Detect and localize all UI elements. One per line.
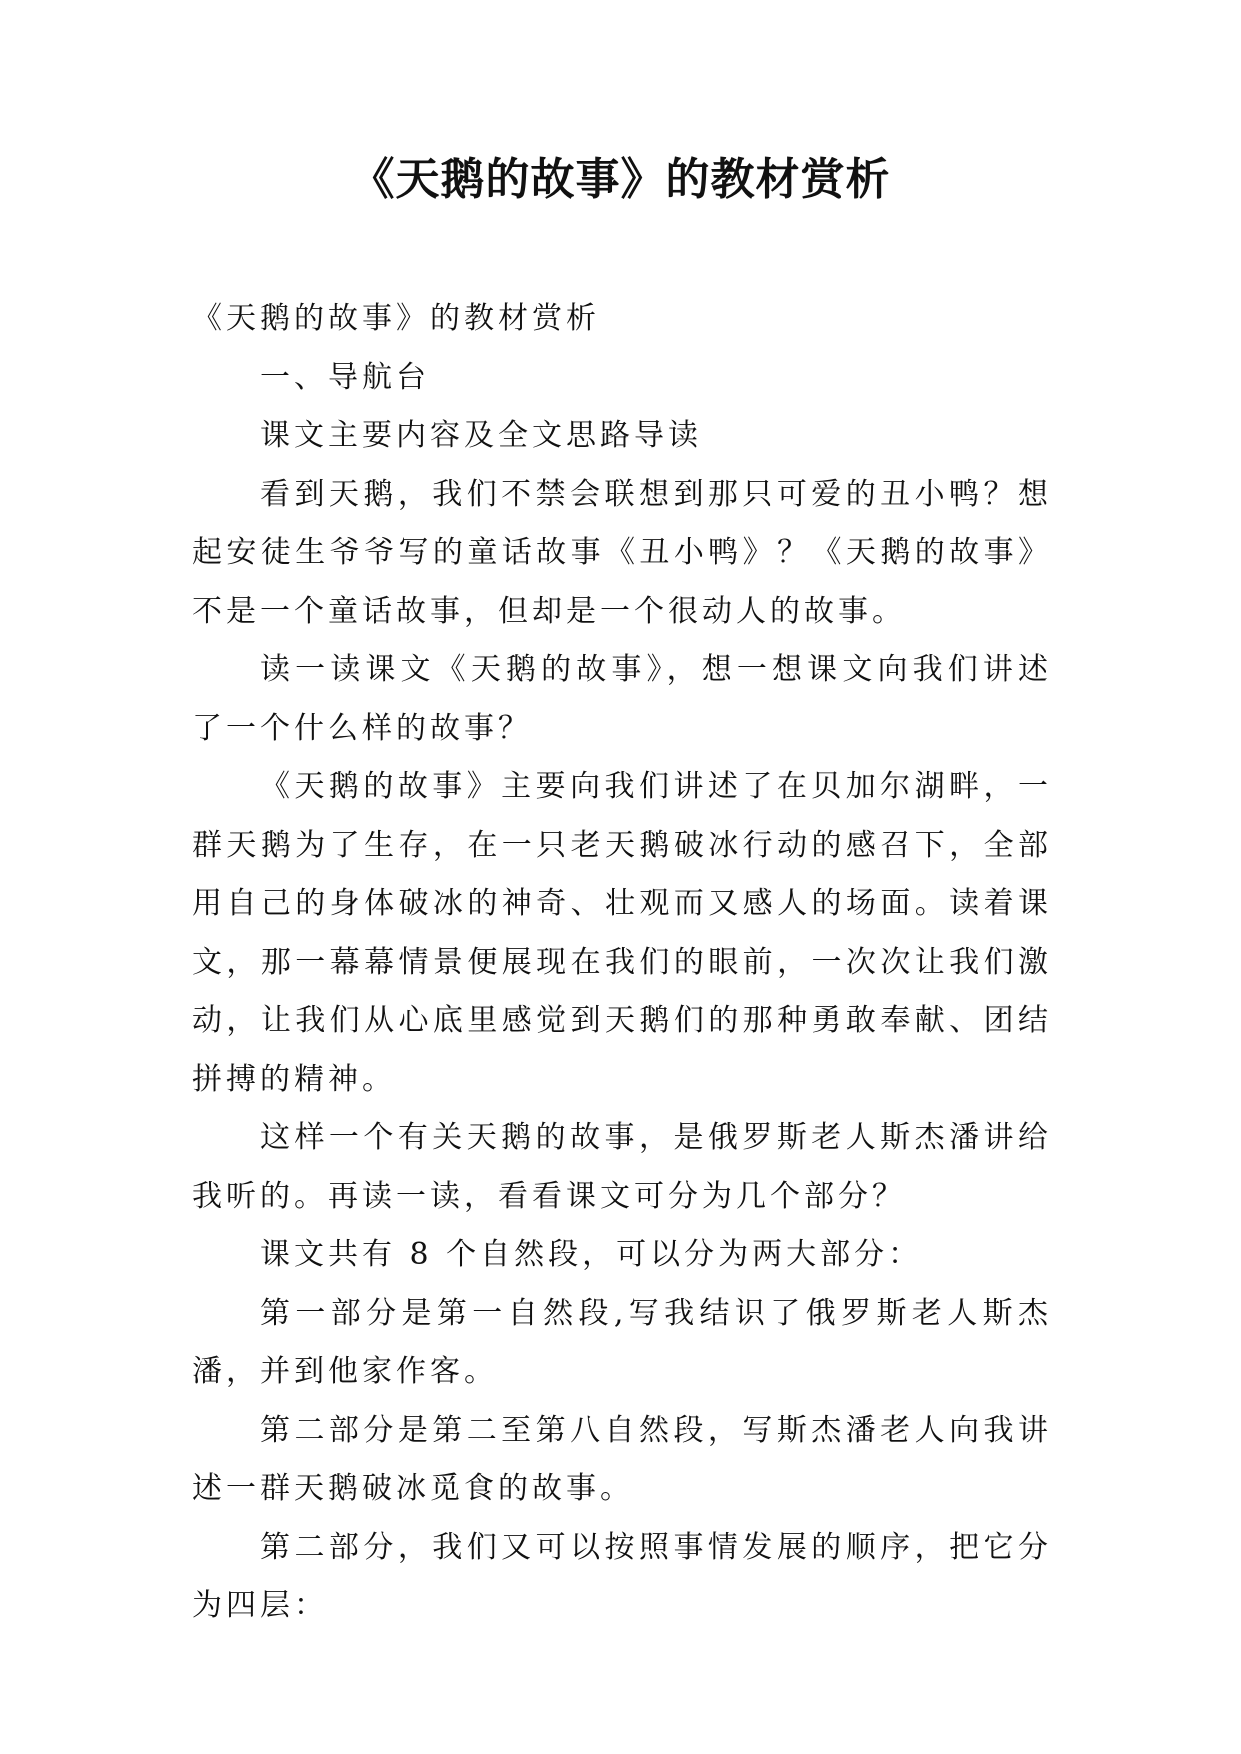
paragraph: 课文共有 8 个自然段，可以分为两大部分： [260,1237,923,1272]
paragraph: 《天鹅的故事》主要向我们讲述了在贝加尔湖畔，一群天鹅为了生存，在一只老天鹅破冰行动的感召下，全部用自己的身体破冰的神奇、壮观而又感人的场面。读着课文，那一幕幕情景便展现在我们的眼前，一次次让我们激动，让我们从心底里感觉到天鹅们的那种勇敢奉献、团结拼搏的精神。 [192,769,1052,1097]
paragraph: 这样一个有关天鹅的故事，是俄罗斯老人斯杰潘讲给我听的。再读一读，看看课文可分为几个部分？ [192,1120,1052,1214]
document-body [192,290,1052,1636]
paragraph-subtitle: 《天鹅的故事》的教材赏析 [192,301,600,336]
paragraph: 看到天鹅，我们不禁会联想到那只可爱的丑小鸭？想起安徒生爷爷写的童话故事《丑小鸭》？《天鹅的故事》不是一个童话故事，但却是一个很动人的故事。 [192,476,1052,629]
paragraph: 第一部分是第一自然段,写我结识了俄罗斯老人斯杰潘，并到他家作客。 [192,1295,1052,1389]
paragraph: 第二部分，我们又可以按照事情发展的顺序，把它分为四层： [192,1529,1052,1623]
paragraph-section-heading: 一、导航台 [260,359,430,395]
document-title: 《天鹅的故事》的教材赏析 [350,154,891,205]
paragraph: 读一读课文《天鹅的故事》，想一想课文向我们讲述了一个什么样的故事？ [192,652,1052,746]
paragraph: 第二部分是第二至第八自然段，写斯杰潘老人向我讲述一群天鹅破冰觅食的故事。 [192,1412,1052,1506]
paragraph-subheading: 课文主要内容及全文思路导读 [260,418,702,453]
